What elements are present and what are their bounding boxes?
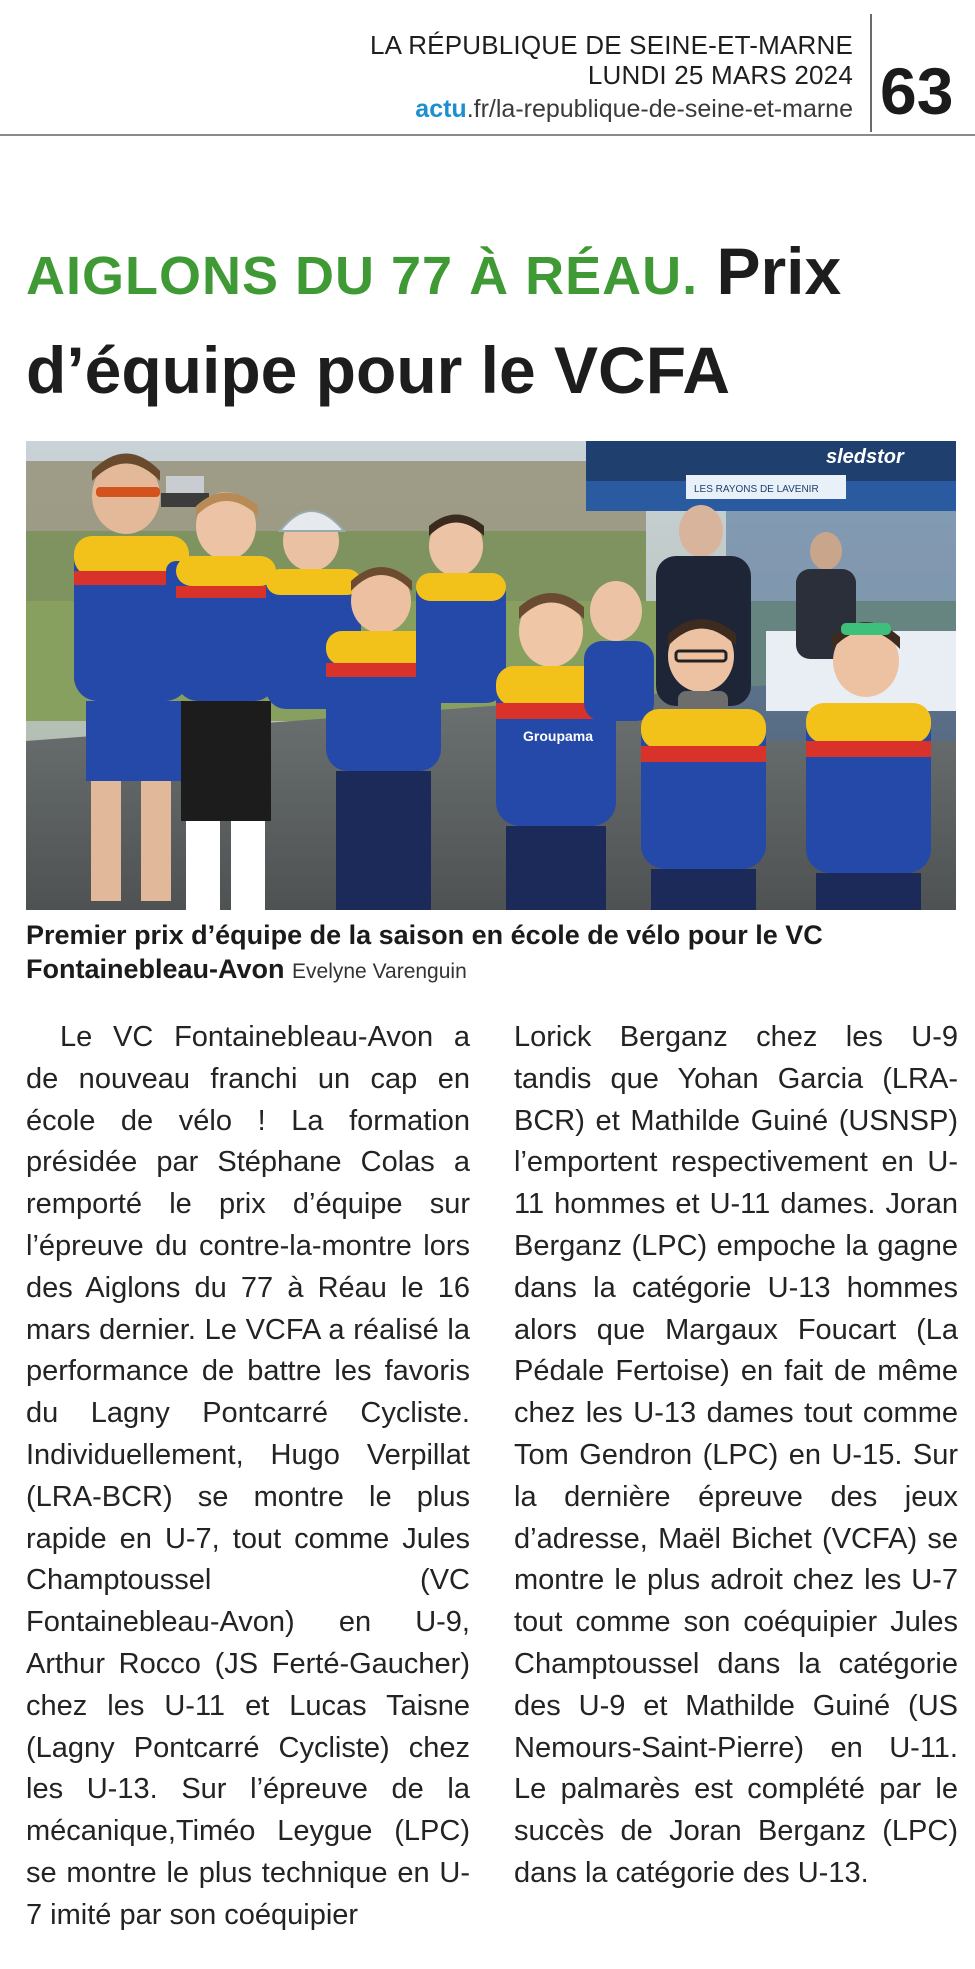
caption-text: Premier prix d’équipe de la saison en école de vélo pour le VC Fontainebleau-Avon xyxy=(26,920,823,984)
publication-date: LUNDI 25 MARS 2024 xyxy=(587,60,853,90)
header-rule xyxy=(0,134,975,136)
publication-url[interactable] xyxy=(415,94,853,124)
article-headline xyxy=(26,224,946,417)
article-body-column-1: Le VC Fontainebleau-Avon a de nouveau franchi un cap en école de vélo ! La formation présidée par Stéphane Colas a remporté le prix d’équipe sur l’épreuve du contre-la-montre lors des Aiglons du 77 à Réau le 16 mars dernier. Le VCFA a réalisé la performance de battre les favoris du Lagny Pontcarré Cycliste. Individuellement, Hugo Verpillat (LRA-BCR) se montre le plus rapide en U-7, tout comme Jules Champtoussel (VC Fontainebleau-Avon) en U-9, Arthur Rocco (JS Ferté-Gaucher) chez les U-11 et Lucas Taisne (Lagny Pontcarré Cycliste) chez les U-13. Sur l’épreuve de la mécanique,Timéo Leygue (LPC) se montre le plus technique en U-7 imité par son coéquipier xyxy=(26,1021,470,1931)
photo-credit: Evelyne Varenguin xyxy=(292,960,467,983)
article-title: Prix d’équipe pour le VCFA xyxy=(26,234,842,407)
article-body-column-2: Lorick Berganz chez les U-9 tandis que Yohan Garcia (LRA-BCR) et Mathilde Guiné (USNSP) l’emportent respectivement en U-11 hommes et U-11 dames. Joran Berganz (LPC) empoche la gagne dans la catégorie U-13 hommes alors que Margaux Foucart (La Pédale Fertoise) en fait de même chez les U-13 dames tout comme Tom Gendron (LPC) en U-15. Sur la dernière épreuve des jeux d’adresse, Maël Bichet (VCFA) se montre le plus adroit chez les U-7 tout comme son coéquipier Jules Champtoussel dans la catégorie des U-9 et Mathilde Guiné (US Nemours-Saint-Pierre) en U-11. Le palmarès est complété par le succès de Joran Berganz (LPC) dans la catégorie des U-13. xyxy=(514,1021,958,1889)
masthead xyxy=(0,0,975,136)
jersey-sponsor: Groupama xyxy=(523,728,594,744)
header-divider xyxy=(870,14,872,132)
article-kicker: AIGLONS DU 77 À RÉAU. xyxy=(26,246,699,306)
tent-brand: sledstor xyxy=(826,446,904,468)
tent-banner: LES RAYONS DE LAVENIR xyxy=(694,484,819,495)
article-photo xyxy=(26,441,956,910)
url-brand: actu xyxy=(415,95,467,123)
photo-caption xyxy=(26,918,956,989)
publication-name: LA RÉPUBLIQUE DE SEINE-ET-MARNE xyxy=(370,30,853,60)
page-number: 63 xyxy=(880,54,954,128)
publication-block xyxy=(370,30,853,90)
url-rest: .fr/la-republique-de-seine-et-marne xyxy=(466,95,853,123)
